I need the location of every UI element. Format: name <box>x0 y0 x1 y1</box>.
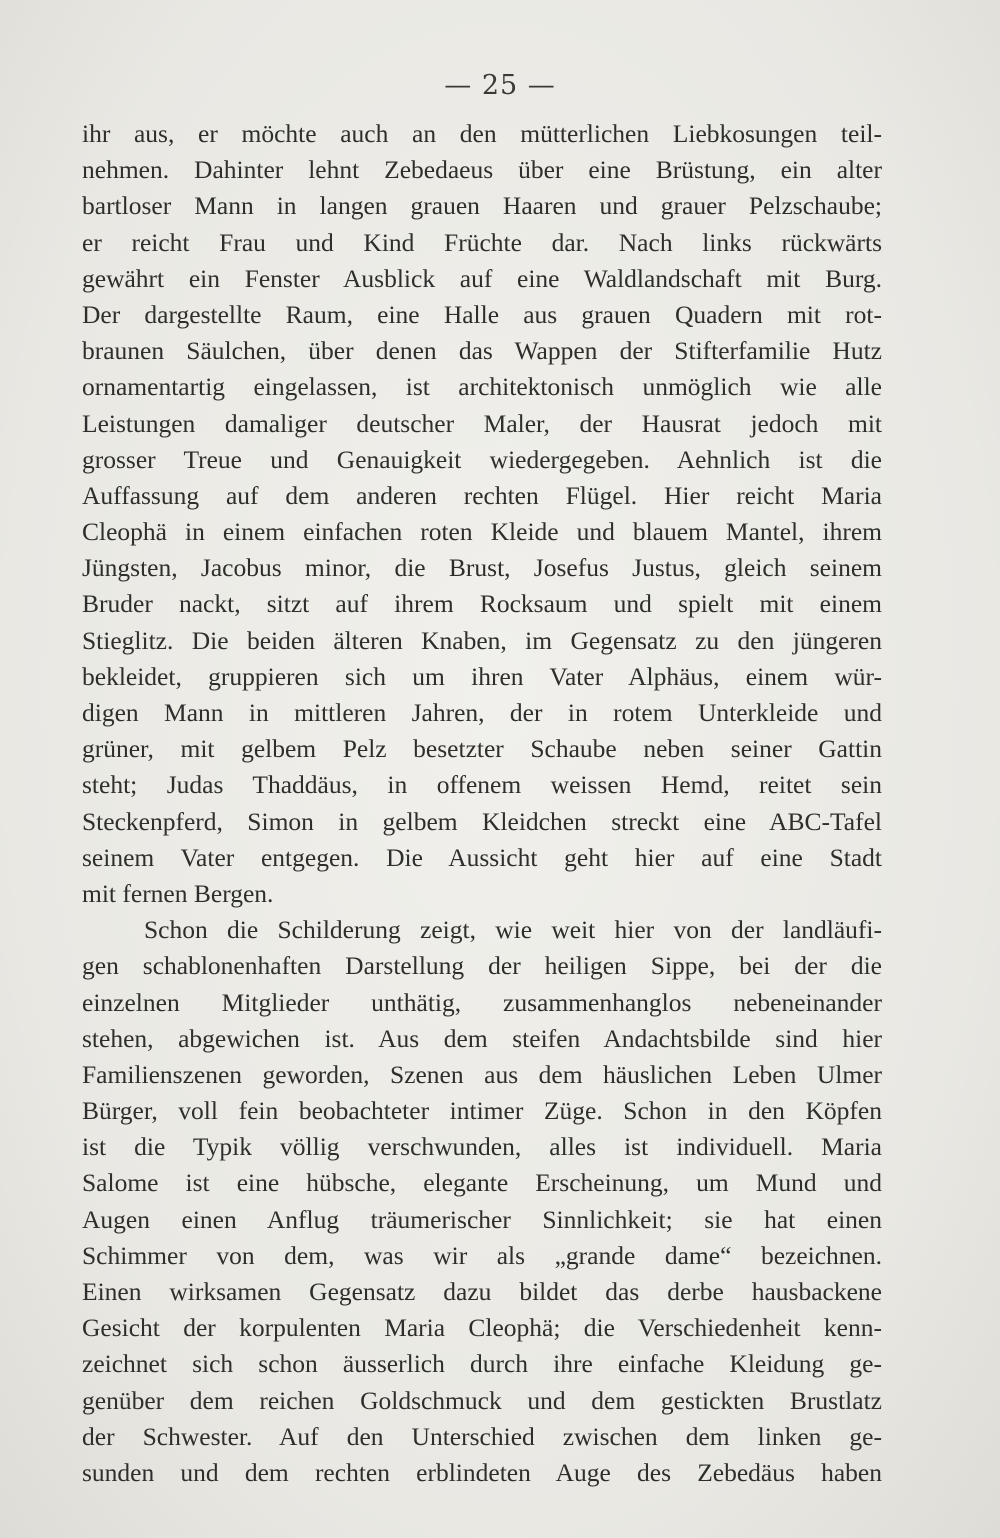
text-line: Steckenpferd, Simon in gelbem Kleidchen streckt eine ABC-Tafel <box>82 806 882 836</box>
text-line: steht; Judas Thaddäus, in offenem weissen Hemd, reitet sein <box>82 770 882 800</box>
text-line: genüber dem reichen Goldschmuck und dem gestickten Brustlatz <box>82 1385 882 1415</box>
text-line: ornamentartig eingelassen, ist architektonisch unmöglich wie alle <box>82 372 882 402</box>
text-line: Gesicht der korpulenten Maria Cleophä; die Verschiedenheit kenn- <box>82 1313 882 1343</box>
body-text <box>82 116 882 1491</box>
text-line: grüner, mit gelbem Pelz besetzter Schaube neben seiner Gattin <box>82 734 882 764</box>
text-line: nehmen. Dahinter lehnt Zebedaeus über eine Brüstung, ein alter <box>82 155 882 185</box>
text-line: Stieglitz. Die beiden älteren Knaben, im Gegensatz zu den jüngeren <box>82 625 882 655</box>
text-line: digen Mann in mittleren Jahren, der in rotem Unterkleide und <box>82 698 882 727</box>
text-line: Cleophä in einem einfachen roten Kleide und blauem Mantel, ihrem <box>82 517 882 547</box>
text-line: der Schwester. Auf den Unterschied zwischen dem linken ge- <box>82 1421 882 1451</box>
text-line: zeichnet sich schon äusserlich durch ihre einfache Kleidung ge- <box>82 1349 882 1379</box>
text-line: Schimmer von dem, was wir als „grande dame“ bezeichnen. <box>82 1240 882 1270</box>
text-line: mit fernen Bergen. <box>82 878 274 908</box>
text-line: Bruder nackt, sitzt auf ihrem Rocksaum und spielt mit einem <box>82 589 882 619</box>
text-line: grosser Treue und Genauigkeit wiedergegeben. Aehnlich ist die <box>82 444 882 474</box>
text-line: einzelnen Mitglieder unthätig, zusammenhanglos nebeneinander <box>82 987 882 1017</box>
text-line: Auffassung auf dem anderen rechten Flügel. Hier reicht Maria <box>82 480 882 510</box>
text-line: ist die Typik völlig verschwunden, alles ist individuell. Maria <box>82 1132 882 1162</box>
text-line: Jüngsten, Jacobus minor, die Brust, Josefus Justus, gleich seinem <box>82 553 882 583</box>
text-line: seinem Vater entgegen. Die Aussicht geht hier auf eine Stadt <box>82 842 882 872</box>
text-line: er reicht Frau und Kind Früchte dar. Nach links rückwärts <box>82 227 882 257</box>
text-line: braunen Säulchen, über denen das Wappen der Stifterfamilie Hutz <box>82 336 882 366</box>
text-line: sunden und dem rechten erblindeten Auge des Zebedäus haben <box>82 1457 882 1487</box>
text-line: Der dargestellte Raum, eine Halle aus grauen Quadern mit rot- <box>82 299 882 329</box>
text-line: Salome ist eine hübsche, elegante Erscheinung, um Mund und <box>82 1168 882 1198</box>
text-line: ihr aus, er möchte auch an den mütterlichen Liebkosungen teil- <box>82 119 882 148</box>
paragraph-2 <box>82 912 882 1491</box>
text-line: bekleidet, gruppieren sich um ihren Vater Alphäus, einem wür- <box>82 661 882 691</box>
text-line: gen schablonenhaften Darstellung der heiligen Sippe, bei der die <box>82 951 882 981</box>
text-line: Familienszenen geworden, Szenen aus dem häuslichen Leben Ulmer <box>82 1059 882 1089</box>
page-number: — 25 — <box>444 70 556 101</box>
text-line: Augen einen Anflug träumerischer Sinnlichkeit; sie hat einen <box>82 1204 882 1234</box>
paragraph-1 <box>82 116 882 912</box>
text-line: stehen, abgewichen ist. Aus dem steifen Andachtsbilde sind hier <box>82 1023 882 1053</box>
text-line: Leistungen damaliger deutscher Maler, der Hausrat jedoch mit <box>82 408 882 438</box>
text-line: Schon die Schilderung zeigt, wie weit hier von der landläufi- <box>144 915 882 945</box>
text-line: Einen wirksamen Gegensatz dazu bildet das derbe hausbackene <box>82 1277 882 1306</box>
text-line: bartloser Mann in langen grauen Haaren und grauer Pelzschaube; <box>82 191 882 221</box>
text-line: Bürger, voll fein beobachteter intimer Züge. Schon in den Köpfen <box>82 1096 882 1126</box>
text-line: gewährt ein Fenster Ausblick auf eine Waldlandschaft mit Burg. <box>82 263 882 293</box>
